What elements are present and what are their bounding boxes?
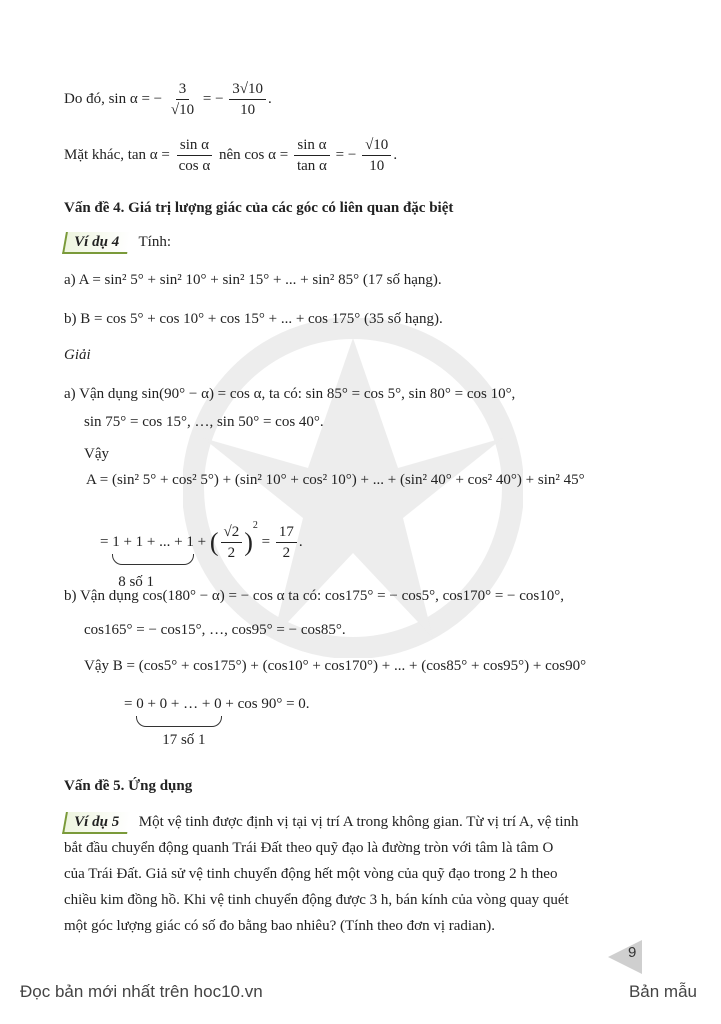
solution-a-result: = 1 + 1 + ... + 1 8 số 1 + ( $\frac{√2}{2}$ )$^2$ = $\frac{17}{2}$ . (100, 520, 303, 590)
underbrace-label: 8 số 1 (118, 574, 155, 590)
underbrace-label: 17 số 1 (162, 732, 206, 748)
solution-b-line-1: b) Vận dụng cos(180° − α) = − cos α ta có: cos175° = − cos5°, cos170° = − cos10°, (64, 588, 565, 604)
fraction: $\frac{3}{√10}$ (170, 81, 195, 118)
fraction: $\frac{17}{2}$ (276, 523, 297, 562)
fraction: $\frac{√10}{10}$ (362, 136, 391, 175)
solution-a-line-1: a) Vận dụng sin(90° − α) = cos α, ta có: sin 85° = cos 5°, sin 80° = cos 10°, (64, 386, 516, 402)
underbrace-group: 1 + 1 + ... + 1 8 số 1 (112, 534, 194, 590)
page-number: 9 (628, 944, 637, 961)
example-4-part-b: b) B = cos 5° + cos 10° + cos 15° + ... + cos 175° (35 số hạng). (64, 311, 443, 327)
fraction: $\frac{√2}{2}$ (221, 523, 243, 562)
example-label: Ví dụ 5 (62, 812, 131, 834)
solution-b-result: = 0 + 0 + … + 0 17 số 1 + cos 90° = 0. (124, 696, 310, 748)
underbrace (136, 716, 221, 727)
example-5-line-4: chiều kim đồng hồ. Khi vệ tinh chuyển động được 3 h, bán kính của vòng quay quét (64, 892, 569, 908)
example-5-line-1: Ví dụ 5 Một vệ tinh được định vị tại vị trí A trong không gian. Từ vị trí A, vệ tinh (64, 812, 579, 834)
solution-b-line-3: Vậy B = (cos5° + cos175°) + (cos10° + cos170°) + ... + (cos85° + cos95°) + cos90° (84, 658, 587, 674)
section-4-heading: Vấn đề 4. Giá trị lượng giác của các góc có liên quan đặc biệt (64, 200, 454, 216)
example-5-line-5: một góc lượng giác có số đo bằng bao nhiêu? (Tính theo đơn vị radian). (64, 918, 495, 934)
underbrace (112, 554, 194, 565)
example-4-header: Ví dụ 4 Tính: (64, 232, 171, 254)
fraction: $\frac{\text{sin α}}{\text{cos α}}$ (178, 137, 211, 174)
conclusion-label: Vậy (84, 446, 109, 462)
solution-a-line-2: sin 75° = cos 15°, …, sin 50° = cos 40°. (84, 414, 324, 430)
footer-link-text: Đọc bản mới nhất trên hoc10.vn (20, 982, 263, 1001)
footer-edition-label: Bản mẫu (628, 982, 697, 1001)
underbrace-group: 0 + 0 + … + 0 17 số 1 (136, 696, 222, 748)
solution-label: Giải (64, 347, 91, 363)
example-4-part-a: a) A = sin² 5° + sin² 10° + sin² 15° + ... + sin² 85° (17 số hạng). (64, 272, 442, 288)
example-5-line-2: bắt đầu chuyển động quanh Trái Đất theo quỹ đạo là đường tròn với tâm là tâm O (64, 840, 554, 856)
fraction: $\frac{3√10}{10}$ (229, 80, 266, 119)
page-number-marker (608, 940, 642, 974)
section-5-heading: Vấn đề 5. Ứng dụng (64, 778, 193, 794)
example-label: Ví dụ 4 (62, 232, 131, 254)
solution-b-line-2: cos165° = − cos15°, …, cos95° = − cos85°. (84, 622, 346, 638)
solution-a-line-3: A = (sin² 5° + cos² 5°) + (sin² 10° + cos² 10°) + ... + (sin² 40° + cos² 40°) + sin² 45° (86, 472, 585, 488)
fraction: $\frac{\text{sin α}}{\text{tan α}}$ (294, 136, 330, 175)
example-5-line-3: của Trái Đất. Giả sử vệ tinh chuyển động hết một vòng của quỹ đạo trong 2 h theo (64, 866, 558, 882)
cos-result-line: Mặt khác, tan α = $\frac{\text{sin α}}{\text{cos α}}$ nên cos α = $\frac{\text{sin α}}{\text{tan α}}$ = − $\frac{√10}{10}$ . (64, 137, 398, 174)
sin-result-line: Do đó, sin α = − $\frac{3}{√10}$ = − $\frac{3√10}{10}$ . (64, 81, 272, 118)
